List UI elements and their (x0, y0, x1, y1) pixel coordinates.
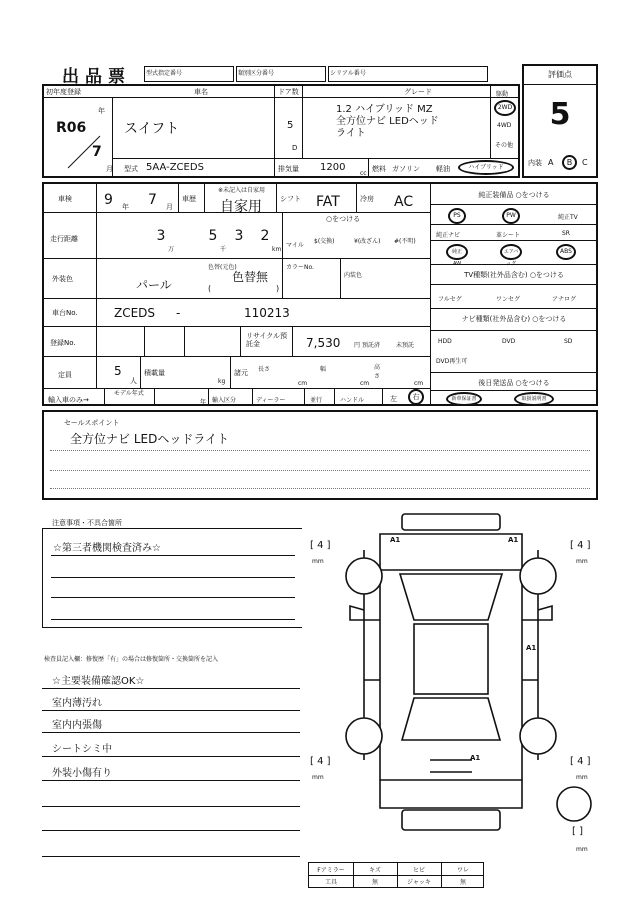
mileage-note: ○をつける (326, 215, 361, 223)
grade-line-2: 全方位ナビ LEDヘッド (336, 116, 439, 127)
import-dealer[interactable]: ディーラー (256, 397, 286, 404)
inspector-label: 検査員記入欄：修復歴「有」の場合は修復箇所・交換箇所を記入 (44, 656, 219, 663)
evaluation-score: 5 (549, 97, 571, 132)
tv-label: TV種類(社外品含む) ○をつける (464, 271, 564, 279)
inspector-item: シートシミ中 (52, 744, 112, 755)
grade-label: グレード (404, 88, 432, 96)
interior-option-b[interactable]: B (562, 155, 577, 170)
interior-label: 内装 (528, 159, 542, 167)
month-unit: 月 (106, 165, 113, 173)
mileage-digits (100, 226, 282, 254)
inspector-item: 室内薄汚れ (52, 698, 102, 709)
inspection-month: 7 (148, 192, 157, 208)
drive-2wd[interactable]: 2WD (494, 100, 516, 116)
model-year-label: モデル年式 (114, 390, 144, 397)
evaluation-box (522, 64, 598, 178)
chassis-label: 車台No. (52, 309, 78, 317)
model-label: 型式 (124, 165, 138, 173)
capacity-unit: 人 (130, 377, 137, 385)
grade-line-3: ライト (336, 128, 366, 139)
displacement-value: 1200 (320, 162, 346, 173)
handle-left[interactable]: 左 (390, 395, 397, 403)
oem-sunroof[interactable]: SR (562, 230, 570, 237)
navi-dvd-play[interactable]: DVD再生可 (436, 358, 468, 365)
dim-unit: cm (414, 380, 424, 387)
capacity-label: 定員 (58, 371, 72, 379)
footer-header: ワレ (456, 867, 469, 874)
dim-width-label: 幅 (320, 366, 327, 373)
mileage-opt-mile[interactable]: マイル (286, 242, 304, 249)
recycle-label: リサイクル預託金 (246, 332, 288, 348)
category-number-field[interactable]: 類別区分番号 (236, 66, 326, 82)
sales-point-text: 全方位ナビ LEDヘッドライト (70, 432, 229, 446)
oem-tv[interactable]: 純正TV (558, 214, 578, 221)
import-parallel[interactable]: 並行 (310, 397, 323, 404)
footer-value: 無 (459, 879, 466, 886)
after-manual[interactable]: 取扱説明書 (514, 392, 554, 406)
load-label: 積載量 (144, 369, 165, 377)
reg-no-label: 登録No. (50, 339, 76, 347)
inspection-year: 9 (104, 192, 113, 208)
dim-length-label: 長さ (258, 366, 271, 373)
footer-value: 工具 (324, 879, 337, 886)
inspector-item: 室内内張傷 (52, 720, 102, 731)
evaluation-label: 評価点 (524, 66, 596, 85)
inspector-item: ☆主要装備確認OK☆ (52, 676, 145, 687)
tire-spare: [ ] (572, 826, 583, 837)
mileage-unit: 万 (168, 246, 175, 253)
tire-unit: mm (312, 558, 324, 565)
mileage-opt-unknown[interactable]: #(不明) (394, 238, 416, 245)
first-reg-label: 初年度登録 (46, 88, 81, 96)
damage-mark: A1 (508, 536, 519, 544)
fuel-hybrid[interactable]: ハイブリッド (458, 160, 514, 175)
tire-unit: mm (576, 846, 588, 853)
grade-line-1: 1.2 ハイブリッド MZ (336, 104, 433, 115)
oem-aw[interactable]: 純正AW (446, 244, 468, 260)
spare-tire-icon (554, 784, 594, 824)
footer-value: ジャッキ (407, 879, 431, 886)
color-no-label: カラーNo. (286, 264, 314, 271)
tv-oneseg[interactable]: ワンセグ (496, 296, 521, 303)
interior-option-a[interactable]: A (548, 158, 554, 167)
chassis-dash: - (176, 306, 181, 320)
chassis-prefix: ZCEDS (114, 306, 156, 320)
tire-front-left: [ 4 ] (310, 540, 331, 551)
fuel-diesel[interactable]: 軽油 (436, 165, 450, 173)
drive-other[interactable]: その他 (495, 142, 514, 149)
type-number-field[interactable]: 型式指定番号 (144, 66, 234, 82)
mileage-digit: 3 (156, 228, 166, 244)
vehicle-info-table (42, 84, 520, 178)
dim-unit: cm (360, 380, 370, 387)
mileage-digit: 5 (208, 228, 218, 244)
recycle-deposited[interactable]: 預託済 (362, 342, 381, 349)
doors-value: 5 (287, 120, 294, 131)
cc-unit: cc (360, 170, 367, 177)
navi-dvd[interactable]: DVD (502, 338, 516, 345)
oem-label: 純正装備品 ○をつける (478, 191, 550, 199)
tire-rear-left: [ 4 ] (310, 756, 331, 767)
dim-height-label: 高さ (374, 364, 381, 380)
serial-number-field[interactable]: シリアル番号 (328, 66, 488, 82)
recycle-not-deposited[interactable]: 未預託 (396, 342, 415, 349)
inspection-year-unit: 年 (122, 203, 129, 211)
notes-box (42, 528, 302, 628)
form-title: 出品票 (62, 67, 131, 87)
capacity-value: 5 (114, 364, 122, 378)
equipment-panel (430, 184, 598, 406)
dims-label: 諸元 (234, 369, 248, 377)
mileage-opt-swap[interactable]: $(交換) (314, 238, 335, 245)
after-warranty[interactable]: 新車保証書 (446, 392, 482, 406)
color-change-label: 色替(元色) (208, 264, 237, 271)
oem-abs[interactable]: ABS (556, 244, 576, 260)
tv-analog[interactable]: アナログ (552, 296, 577, 303)
oem-leather[interactable]: 革シート (496, 232, 521, 239)
usage-value: 自家用 (220, 199, 262, 215)
navi-label: ナビ種類(社外品含む) ○をつける (461, 315, 567, 323)
navi-hdd[interactable]: HDD (438, 338, 452, 345)
recycle-unit: 円 (354, 342, 361, 349)
load-unit: kg (218, 378, 226, 385)
import-label: 輸入車のみ→ (48, 396, 89, 404)
sales-point-label: セールスポイント (64, 419, 120, 427)
grade-text (336, 104, 439, 140)
color-change: 色替無 (232, 270, 269, 284)
mileage-label: 走行距離 (50, 235, 78, 243)
car-name-label: 車名 (194, 88, 208, 96)
mileage-digit: 3 (234, 228, 244, 244)
handle-label: ハンドル (340, 397, 365, 404)
fuel-label: 燃料 (372, 165, 386, 173)
footer-table (308, 862, 484, 888)
shift-label: シフト (280, 195, 301, 203)
usage-label: 車歴 (182, 195, 196, 203)
interior-option-c[interactable]: C (582, 158, 588, 167)
footer-header: Fアミラー (317, 867, 345, 874)
inspection-month-unit: 月 (166, 203, 173, 211)
model-year-unit: 年 (200, 399, 207, 406)
mileage-digit: 2 (260, 228, 270, 244)
tire-unit: mm (576, 558, 588, 565)
interior-color-label: 内装色 (344, 272, 363, 279)
first-reg-era: R06 (56, 120, 87, 136)
oem-navi[interactable]: 純正ナビ (436, 232, 461, 239)
import-cat-label: 輸入区分 (212, 397, 237, 404)
oem-ps[interactable]: PS (448, 208, 466, 224)
damage-mark: A1 (526, 644, 537, 652)
first-reg-month: 7 (92, 144, 102, 160)
footer-header: キズ (369, 867, 381, 874)
damage-mark: A1 (470, 754, 481, 762)
tire-rear-right: [ 4 ] (570, 756, 591, 767)
doors-unit: D (292, 144, 298, 152)
year-unit: 年 (98, 107, 105, 115)
tire-front-right: [ 4 ] (570, 540, 591, 551)
shift-value: FAT (316, 194, 340, 210)
footer-value: 無 (371, 879, 378, 886)
oem-pw[interactable]: PW (502, 208, 520, 224)
model-value: 5AA-ZCEDS (146, 162, 204, 173)
footer-header: ヒビ (412, 867, 425, 874)
after-label: 後日発送品 ○をつける (478, 379, 550, 387)
mileage-unit: km (272, 246, 282, 253)
usage-note: ※未記入は自家用 (218, 187, 266, 194)
drive-4wd[interactable]: 4WD (497, 122, 512, 129)
handle-right[interactable]: 右 (408, 389, 424, 405)
recycle-amount: 7,530 (306, 336, 341, 350)
chassis-number: 110213 (244, 306, 290, 320)
inspector-item: 外装小傷有り (52, 768, 112, 779)
oem-airbag[interactable]: エアバッグ (500, 244, 522, 260)
exterior-color: パール (136, 278, 172, 292)
tv-fullseg[interactable]: フルセグ (438, 296, 462, 303)
ac-value: AC (394, 194, 414, 210)
sales-point-box (42, 410, 598, 500)
displacement-label: 排気量 (278, 165, 299, 173)
fuel-gasoline[interactable]: ガソリン (392, 165, 420, 173)
exterior-color-label: 外装色 (52, 275, 73, 283)
tire-unit: mm (576, 774, 588, 781)
inspection-label: 車検 (58, 195, 72, 203)
mileage-unit: 千 (220, 246, 227, 253)
notes-label: 注意事項・不具合箇所 (52, 519, 122, 527)
mileage-opt-tamper[interactable]: ¥(改ざん) (354, 238, 381, 245)
car-damage-diagram (340, 510, 562, 850)
damage-mark: A1 (390, 536, 401, 544)
navi-sd[interactable]: SD (564, 338, 573, 345)
ac-label: 冷房 (360, 195, 374, 203)
car-name: スイフト (124, 121, 180, 137)
doors-label: ドア数 (278, 88, 299, 96)
note-item: ☆第三者機関検査済み☆ (53, 543, 161, 554)
drive-label: 駆動 (496, 91, 509, 98)
dim-unit: cm (298, 380, 308, 387)
tire-unit: mm (312, 774, 324, 781)
details-table: 車検 9 年 7 月 車歴 ※未記入は自家用 自家用 シフト FAT 冷房 AC 走行距離 3 5 3 2 万 千 km ○をつける マイル $(交換) ¥(改ざん) #(不明) 外装色 パール 色替(元色) 色替無 ( ) カラーNo. 内装色 車台No. ZCEDS - 110213 登録No. リサイクル預託金 7,530 円 預託済 未預託 定員 5 人 積載量 kg 諸元 長さ cm 幅 cm 高さ cm 輸入車のみ→ モデル年式 年 輸入区分 ディーラー 並行 ハンドル 左 右 純正装備品 ○をつける PS PW 純正TV 純正ナビ 革シート SR 純正AW エアバッグ ABS TV種類(社外品含む) ○をつける フルセグ ワンセグ アナログ ナビ種類(社外品含む) ○をつける HDD DVD SD DVD再生可 後日発送品 ○をつける 新車保証書 取扱説明書 (42, 182, 598, 406)
inspector-list (42, 666, 302, 866)
